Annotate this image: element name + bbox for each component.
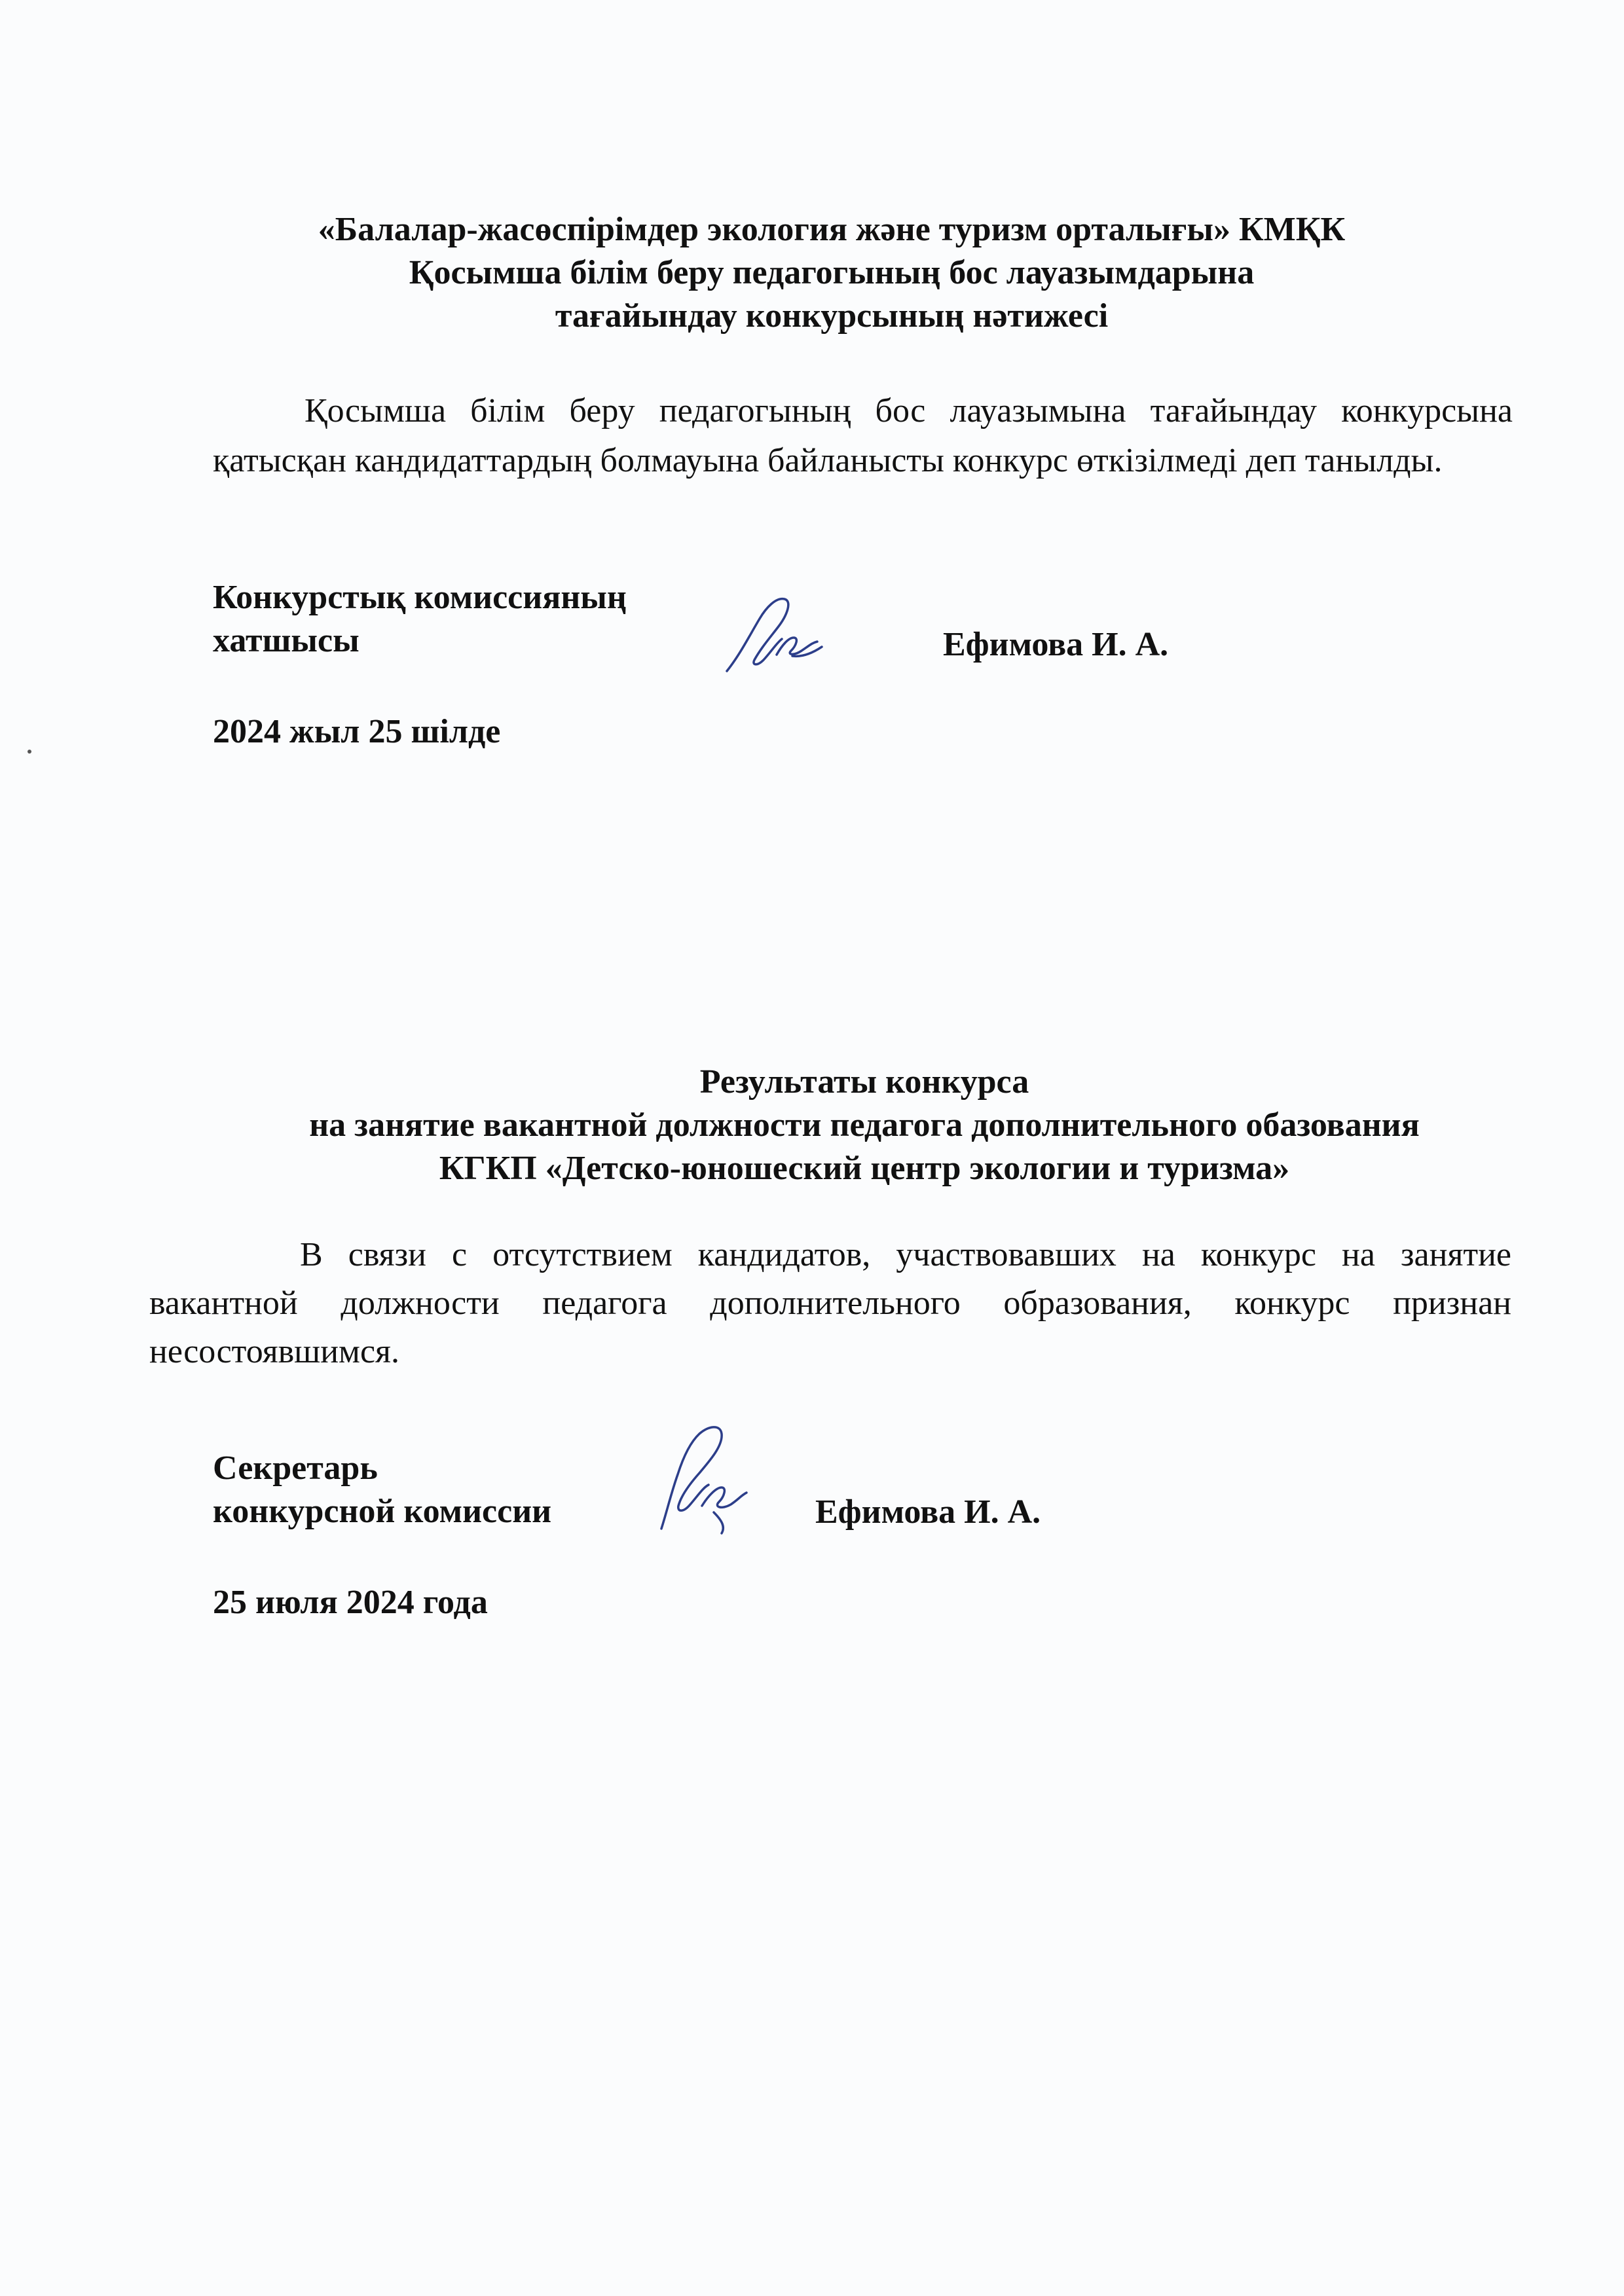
ru-title — [196, 1061, 1532, 1190]
kz-signature-icon — [714, 583, 832, 681]
scan-speck — [28, 750, 31, 754]
kz-signer-name: Ефимова И. А. — [943, 626, 1169, 663]
ru-title-line-3: КГКП «Детско-юношеский центр экологии и туризма» — [439, 1150, 1290, 1187]
kz-title-line-1: «Балалар-жасөспірімдер экология және туризм орталығы» КМҚК — [318, 211, 1346, 248]
kz-title — [196, 208, 1467, 338]
ru-title-line-1: Результаты конкурса — [699, 1063, 1029, 1101]
ru-body-paragraph: В связи с отсутствием кандидатов, участвовавших на конкурс на занятие вакантной должности педагога дополнительного образования, конкурс признан несостоявшимся. — [149, 1236, 1511, 1370]
kz-title-line-3: тағайындау конкурсының нәтижесі — [555, 297, 1109, 335]
ru-title-line-2: на занятие вакантной должности педагога дополнительного обазования — [309, 1106, 1420, 1144]
ru-date: 25 июля 2024 года — [213, 1584, 488, 1621]
kz-signer-title-line-1: Конкурстық комиссияның — [213, 579, 627, 616]
ru-signer-title-line-1: Секретарь — [213, 1449, 378, 1487]
ru-signer-title-line-2: конкурсной комиссии — [213, 1493, 552, 1530]
kz-signer-title — [213, 576, 737, 663]
kz-title-line-2: Қосымша білім беру педагогының бос лауазымдарына — [409, 254, 1255, 291]
kz-signer-title-line-2: хатшысы — [213, 622, 360, 659]
kz-date: 2024 жыл 25 шілде — [213, 713, 501, 750]
ru-signature-icon — [648, 1414, 760, 1539]
kz-body-paragraph: Қосымша білім беру педагогының бос лауазымына тағайындау конкурсына қатысқан кандидаттардың болмауына байланысты конкурс өткізілмеді деп танылды. — [213, 392, 1513, 479]
ru-signer-name: Ефимова И. А. — [815, 1493, 1041, 1531]
